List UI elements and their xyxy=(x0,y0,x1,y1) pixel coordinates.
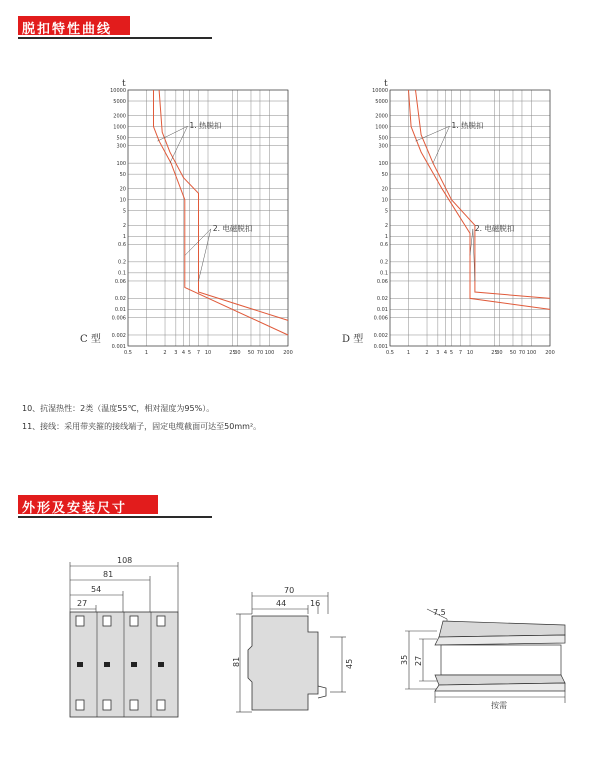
y-tick-label: 0.6 xyxy=(118,242,126,249)
y-tick-label: 50 xyxy=(119,171,126,178)
y-tick-label: 0.2 xyxy=(380,259,388,266)
y-tick-label: 5000 xyxy=(113,98,126,105)
y-tick-label: 0.6 xyxy=(380,242,388,249)
dim-27: 27 xyxy=(77,599,88,608)
dim-81: 81 xyxy=(103,570,114,579)
y-tick-label: 0.002 xyxy=(111,332,126,339)
annotation-thermal: 1. 热脱扣 xyxy=(189,121,222,131)
x-tick-label: 50 xyxy=(247,350,255,356)
x-tick-label: 30 xyxy=(496,350,503,356)
rail-drawing xyxy=(395,595,575,719)
leader-line xyxy=(170,126,188,163)
y-tick-label: 0.1 xyxy=(380,270,388,277)
y-tick-label: 1 xyxy=(384,234,388,241)
y-tick-label: 500 xyxy=(378,135,388,142)
section-rule xyxy=(18,516,212,518)
dim-108: 108 xyxy=(117,556,133,565)
y-tick-label: 500 xyxy=(116,135,126,142)
x-tick-label: 2 xyxy=(163,350,167,356)
x-tick-label: 25 xyxy=(229,350,236,356)
dim-70: 70 xyxy=(284,586,295,595)
y-tick-label: 2000 xyxy=(113,113,126,120)
y-tick-label: 0.006 xyxy=(111,315,126,322)
x-tick-label: 70 xyxy=(256,350,264,356)
y-tick-label: 2 xyxy=(122,223,126,230)
rail-length-label: 按需 xyxy=(491,701,507,710)
x-tick-label: 5 xyxy=(449,350,454,356)
y-tick-label: 0.01 xyxy=(376,307,388,314)
annotation-magnetic: 2. 电磁脱扣 xyxy=(474,223,515,233)
x-tick-label: 5 xyxy=(187,350,192,356)
dim-35: 35 xyxy=(400,654,409,665)
section-rule xyxy=(18,37,212,39)
dim-27: 27 xyxy=(414,655,423,666)
y-tick-label: 5 xyxy=(122,208,126,215)
dim-54: 54 xyxy=(91,585,102,594)
y-axis-label: t xyxy=(384,79,388,89)
y-tick-label: 10000 xyxy=(372,87,388,94)
y-tick-label: 0.006 xyxy=(373,315,388,322)
x-tick-label: 3 xyxy=(174,350,178,356)
x-tick-label: 100 xyxy=(264,350,275,356)
x-tick-label: 4 xyxy=(181,350,186,356)
side-view-drawing xyxy=(230,582,355,726)
front-view-drawing xyxy=(55,552,185,726)
y-axis-label: t xyxy=(122,79,126,89)
x-tick-label: 200 xyxy=(283,350,293,356)
dim-45: 45 xyxy=(345,658,354,669)
y-tick-label: 1000 xyxy=(113,124,126,131)
chart-type-label: C 型 xyxy=(80,334,101,345)
y-tick-label: 0.06 xyxy=(114,278,126,285)
x-tick-label: 200 xyxy=(545,350,555,356)
x-tick-label: 4 xyxy=(443,350,448,356)
x-tick-label: 100 xyxy=(526,350,537,356)
y-tick-label: 1 xyxy=(122,234,126,241)
dim-16: 16 xyxy=(310,599,321,608)
chart-c-svg xyxy=(76,72,306,377)
x-tick-label: 7 xyxy=(196,350,201,356)
y-tick-label: 0.01 xyxy=(114,307,126,314)
section-title: 外形及安装尺寸 xyxy=(22,501,128,516)
x-tick-label: 7 xyxy=(458,350,463,356)
y-tick-label: 300 xyxy=(116,143,126,150)
y-tick-label: 50 xyxy=(381,171,388,178)
y-tick-label: 0.02 xyxy=(114,296,126,303)
chart-d-svg xyxy=(338,72,568,377)
x-tick-label: 30 xyxy=(234,350,241,356)
y-tick-label: 100 xyxy=(116,160,126,167)
x-tick-label: 50 xyxy=(509,350,517,356)
x-tick-label: 1 xyxy=(144,350,149,356)
x-tick-label: 10 xyxy=(466,350,474,356)
dim-81: 81 xyxy=(232,656,241,667)
curve-section-header xyxy=(18,14,212,42)
dimension-section-header xyxy=(18,493,212,521)
y-tick-label: 20 xyxy=(381,186,388,193)
chart-d xyxy=(338,72,568,377)
chart-c xyxy=(76,72,306,377)
y-tick-label: 0.001 xyxy=(111,343,126,350)
curve-2 xyxy=(159,90,288,320)
leader-line xyxy=(185,229,211,255)
y-tick-label: 0.06 xyxy=(376,278,388,285)
leader-line xyxy=(433,126,450,163)
note-10: 10、抗湿热性：2类（温度55℃，相对湿度为95%）。 xyxy=(22,404,215,413)
x-tick-label: 70 xyxy=(518,350,526,356)
y-tick-label: 20 xyxy=(119,186,126,193)
leader-line xyxy=(198,229,210,281)
x-tick-label: 1 xyxy=(406,350,411,356)
y-tick-label: 10 xyxy=(381,197,388,204)
x-tick-label: 25 xyxy=(491,350,498,356)
section-title: 脱扣特性曲线 xyxy=(22,22,113,37)
dim-7-5: 7.5 xyxy=(433,608,446,617)
y-tick-label: 5 xyxy=(384,208,388,215)
y-tick-label: 2 xyxy=(384,223,388,230)
x-tick-label: 3 xyxy=(436,350,440,356)
y-tick-label: 0.001 xyxy=(373,343,388,350)
y-tick-label: 2000 xyxy=(375,113,388,120)
y-tick-label: 0.2 xyxy=(118,259,126,266)
annotation-magnetic: 2. 电磁脱扣 xyxy=(212,223,253,233)
y-tick-label: 300 xyxy=(378,143,388,150)
y-tick-label: 10000 xyxy=(110,87,126,94)
y-tick-label: 1000 xyxy=(375,124,388,131)
note-11: 11、接线：采用带夹箍的接线端子，固定电缆截面可达至50mm²。 xyxy=(22,422,262,431)
y-tick-label: 5000 xyxy=(375,98,388,105)
dim-44: 44 xyxy=(276,599,287,608)
annotation-thermal: 1. 热脱扣 xyxy=(451,121,484,131)
x-tick-label: 10 xyxy=(204,350,212,356)
chart-type-label: D 型 xyxy=(342,334,364,345)
x-tick-label: 0.5 xyxy=(386,350,394,356)
y-tick-label: 0.1 xyxy=(118,270,126,277)
y-tick-label: 0.02 xyxy=(376,296,388,303)
y-tick-label: 0.002 xyxy=(373,332,388,339)
y-tick-label: 100 xyxy=(378,160,388,167)
y-tick-label: 10 xyxy=(119,197,126,204)
x-tick-label: 2 xyxy=(425,350,429,356)
x-tick-label: 0.5 xyxy=(124,350,132,356)
